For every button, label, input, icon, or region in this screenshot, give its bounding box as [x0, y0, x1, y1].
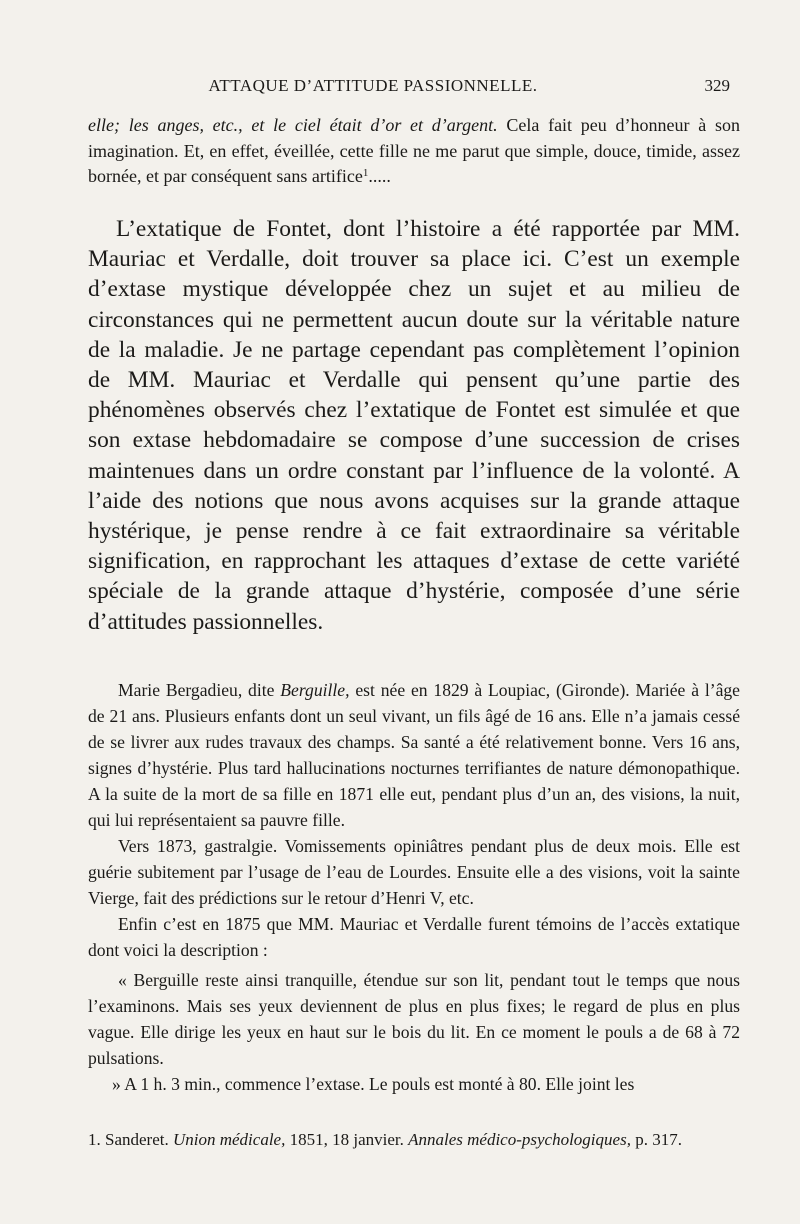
footnote-middle: 1851, 18 janvier. [285, 1130, 409, 1149]
footnote-marker: 1 [362, 167, 369, 179]
case-p1-italic: Berguille, [280, 680, 350, 700]
main-paragraph: L’extatique de Fontet, dont l’histoire a été rapportée par MM. Mauriac et Verdalle, doit trouver sa place ici. C’est un exemple d’extase mystique développée chez un sujet et au milieu de circonstances qui ne permettent aucun doute sur la véritable nature de la maladie. Je ne partage cependant pas complètement l’opinion de MM. Mauriac et Verdalle qui pensent qu’une partie des phénomènes observés chez l’extatique de Fontet est simulée et que son extase hebdomadaire se compose d’une succession de crises maintenues dans un ordre constant par l’influence de la volonté. A l’aide des notions que nous avons acquises sur la grande attaque hystérique, je pense rendre à ce fait extraordinaire sa véritable signification, en rapprochant les attaques d’extase de cette variété spéciale de la grande attaque d’hystérie, composée d’une série d’attitudes passionnelles. [88, 216, 740, 635]
top-paragraph [88, 113, 740, 190]
footnote-italic-1: Union médicale, [172, 1130, 286, 1149]
case-report-block [88, 677, 740, 1097]
case-paragraph-3: Enfin c’est en 1875 que MM. Mauriac et Verdalle furent témoins de l’accès extatique dont voici la description : [88, 914, 740, 960]
top-paragraph-block [88, 113, 740, 190]
case-p1-before: Marie Bergadieu, dite [118, 680, 281, 700]
top-paragraph-ellipsis: ..... [368, 166, 391, 186]
top-paragraph-italic: elle; les anges, etc., et le ciel était d’or et d’argent. [88, 115, 498, 135]
footnote-before: 1. Sanderet. [88, 1130, 173, 1149]
case-paragraph-4: « Berguille reste ainsi tranquille, étendue sur son lit, pendant tout le temps que nous l’examinons. Mais ses yeux deviennent de plus en plus fixes; le regard de plus en plus vague. Elle dirige les yeux en haut sur le bois du lit. En ce moment le pouls a de 68 à 72 pulsations. [88, 970, 740, 1068]
page-number: 329 [704, 76, 730, 95]
case-p1-after: est née en 1829 à Loupiac, (Gironde). Mariée à l’âge de 21 ans. Plusieurs enfants dont un seul vivant, un fils âgé de 16 ans. Elle n’a jamais cessé de se livrer aux rudes travaux des champs. Sa santé a été relativement bonne. Vers 16 ans, signes d’hystérie. Plus tard hallucinations nocturnes terrifiantes de nature démonopathique. A la suite de la mort de sa fille en 1871 elle eut, pendant plus d’un an, des visions, la nuit, qui lui représentaient sa pauvre fille. [88, 680, 740, 830]
top-paragraph-text: Cela fait peu d’honneur à son imagination. Et, en effet, éveillée, cette fille ne me parut que simple, douce, timide, assez bornée, et par conséquent sans artifice [88, 115, 740, 186]
main-paragraph-block [88, 214, 740, 637]
case-paragraph-5: » A 1 h. 3 min., commence l’extase. Le pouls est monté à 80. Elle joint les [112, 1074, 635, 1094]
case-paragraph-2: Vers 1873, gastralgie. Vomissements opiniâtres pendant plus de deux mois. Elle est guérie subitement par l’usage de l’eau de Lourdes. Ensuite elle a des visions, voit la sainte Vierge, fait des prédictions sur le retour d’Henri V, etc. [88, 836, 740, 908]
case-paragraph-1 [88, 677, 740, 833]
footnote-italic-2: Annales médico-psychologiques, [408, 1130, 631, 1149]
footnote-after: p. 317. [630, 1130, 682, 1149]
running-head [88, 76, 738, 98]
running-title: ATTAQUE D’ATTITUDE PASSIONNELLE. [208, 76, 538, 95]
footnote [88, 1128, 740, 1152]
